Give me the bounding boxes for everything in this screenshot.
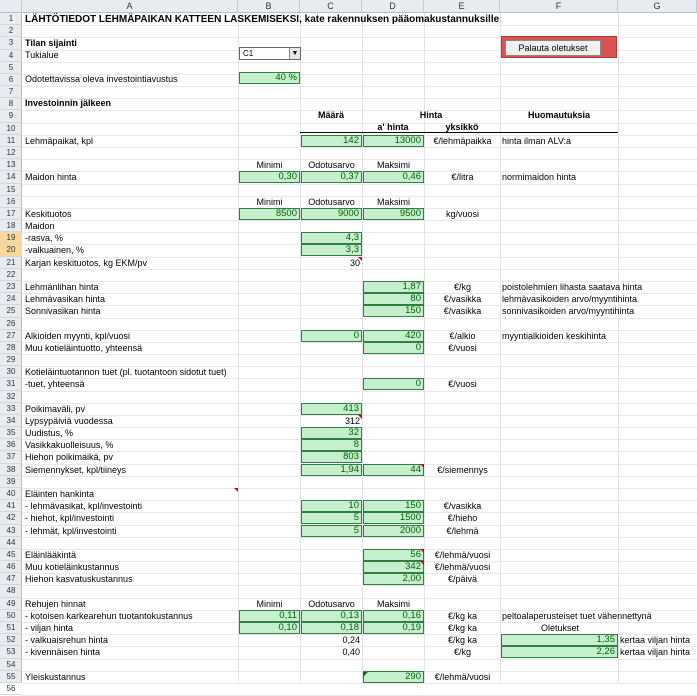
input-46d[interactable]: 342: [363, 561, 424, 573]
row-header-14[interactable]: 14: [0, 171, 22, 183]
row-label-31: -tuet, yhteensä: [25, 379, 85, 390]
input-14b[interactable]: 0,30: [239, 171, 300, 183]
input-41d[interactable]: 150: [363, 500, 424, 512]
row-label-53: - kivennäisen hinta: [25, 647, 101, 658]
input-45d[interactable]: 56: [363, 549, 424, 561]
row-header-2[interactable]: 2: [0, 25, 22, 37]
input-14d[interactable]: 0,46: [363, 171, 424, 183]
input-36c[interactable]: 8: [301, 439, 362, 451]
default-input-53[interactable]: 2,26: [501, 646, 618, 658]
comment-marker-icon: [420, 464, 424, 468]
row-header-46[interactable]: 46: [0, 561, 22, 573]
input-51d[interactable]: 0,19: [363, 622, 424, 634]
header-a-hinta: a' hinta: [377, 122, 409, 132]
row-label-25: Sonnivasikan hinta: [25, 306, 101, 317]
column-header-e[interactable]: E: [424, 0, 500, 13]
column-header-c[interactable]: C: [300, 0, 362, 13]
input-17b[interactable]: 8500: [239, 208, 300, 220]
input-51b[interactable]: 0,10: [239, 622, 300, 634]
row-header-10[interactable]: 10: [0, 123, 22, 135]
value-52c: 0,24: [342, 635, 360, 646]
input-38c[interactable]: 1,94: [301, 464, 362, 476]
row-header-19[interactable]: 19: [0, 232, 22, 244]
formula-warning-icon: [363, 672, 368, 677]
row-header-32[interactable]: 32: [0, 391, 22, 403]
column-header-d[interactable]: D: [362, 0, 424, 13]
unit-41: €/vasikka: [443, 501, 482, 512]
default-input-52[interactable]: 1,35: [501, 634, 618, 646]
unit-45: €/lehmä/vuosi: [434, 549, 491, 560]
input-41c[interactable]: 10: [301, 500, 362, 512]
row-header-35[interactable]: 35: [0, 427, 22, 439]
input-28d[interactable]: 0: [363, 342, 424, 354]
row-header-53[interactable]: 53: [0, 646, 22, 658]
input-27c[interactable]: 0: [301, 330, 362, 342]
multiplier-note-52: kertaa viljan hinta: [620, 635, 691, 646]
header-odotusarvo-49: Odotusarvo: [308, 598, 355, 609]
chevron-down-icon[interactable]: ▼: [289, 48, 300, 59]
unit-43: €/lehmä: [446, 525, 479, 536]
row-header-41[interactable]: 41: [0, 500, 22, 512]
input-35c[interactable]: 32: [301, 427, 362, 439]
row-header-27[interactable]: 27: [0, 330, 22, 342]
unit-11: €/lehmäpaikka: [433, 135, 492, 146]
input-19c[interactable]: 4,3: [301, 232, 362, 244]
row-label-11: Lehmäpaikat, kpl: [25, 135, 94, 146]
sheet-title: LÄHTÖTIEDOT LEHMÄPAIKAN KATTEEN LASKEMISEKSI, kate rakennuksen pääomakustannuksille: [25, 14, 500, 25]
row-label-43: - lehmät, kpl/investointi: [25, 525, 117, 536]
row-header-15[interactable]: 15: [0, 184, 22, 196]
unit-46: €/lehmä/vuosi: [434, 562, 491, 573]
row-header-34[interactable]: 34: [0, 415, 22, 427]
row-header-3[interactable]: 3: [0, 37, 22, 49]
location-header: Tilan sijainti: [25, 38, 77, 48]
input-42d[interactable]: 1500: [363, 512, 424, 524]
note-14: normimaidon hinta: [502, 172, 577, 183]
area-label: Tukialue: [25, 50, 59, 60]
note-11: hinta ilman ALV:a: [502, 135, 572, 146]
header-hinta: Hinta: [419, 110, 443, 120]
row-label-46: Muu kotieläinkustannus: [25, 562, 120, 573]
note-25: sonnivasikoiden arvo/myyntihinta: [502, 306, 635, 317]
unit-55: €/lehmä/vuosi: [434, 671, 491, 682]
row-header-39[interactable]: 39: [0, 476, 22, 488]
row-header-8[interactable]: 8: [0, 98, 22, 110]
row-label-35: Uudistus, %: [25, 428, 74, 439]
row-label-30: Kotieläintuotannon tuet (pl. tuotantoon sidotut tuet): [25, 367, 227, 378]
row-header-30[interactable]: 30: [0, 366, 22, 378]
header-odotusarvo-16: Odotusarvo: [308, 196, 355, 207]
row-label-17: Keskituotos: [25, 208, 72, 219]
row-label-14: Maidon hinta: [25, 172, 77, 183]
column-header-f[interactable]: F: [500, 0, 618, 13]
row-header-16[interactable]: 16: [0, 196, 22, 208]
row-header-4[interactable]: 4: [0, 50, 22, 62]
row-label-47: Hiehon kasvatuskustannus: [25, 574, 133, 585]
row-header-21[interactable]: 21: [0, 257, 22, 269]
note-23: poistolehmien lihasta saatava hinta: [502, 281, 643, 292]
multiplier-note-53: kertaa viljan hinta: [620, 647, 691, 658]
reset-button-frame: [501, 36, 617, 58]
row-header-56[interactable]: 56: [0, 683, 22, 695]
input-25d[interactable]: 150: [363, 305, 424, 317]
unit-42: €/hieho: [447, 513, 478, 524]
input-47d[interactable]: 2,00: [363, 573, 424, 585]
row-header-33[interactable]: 33: [0, 403, 22, 415]
row-label-40: Eläinten hankinta: [25, 489, 95, 500]
input-43c[interactable]: 5: [301, 525, 362, 537]
row-label-33: Poikimaväli, pv: [25, 403, 86, 414]
row-label-49: Rehujen hinnat: [25, 598, 86, 609]
row-label-51: - viljan hinta: [25, 623, 74, 633]
header-minimi-13: Minimi: [256, 160, 283, 171]
row-header-20[interactable]: 20: [0, 244, 22, 256]
row-label-50: - kotoisen karkearehun tuotantokustannus: [25, 610, 193, 621]
column-header-a[interactable]: A: [22, 0, 238, 13]
value-53c: 0,40: [342, 647, 360, 658]
header-odotusarvo-13: Odotusarvo: [308, 160, 355, 171]
input-55d[interactable]: 290: [363, 671, 424, 683]
note-50: peltoalaperusteiset tuet vähennettynä: [502, 610, 652, 621]
row-label-55: Yleiskustannus: [25, 671, 86, 682]
unit-53: €/kg: [453, 647, 471, 658]
row-label-28: Muu kotieläintuotto, yhteensä: [25, 342, 143, 353]
input-50b[interactable]: 0,11: [239, 610, 300, 622]
input-11c[interactable]: 142: [301, 135, 362, 147]
unit-14: €/litra: [451, 172, 474, 183]
input-37c[interactable]: 803: [301, 451, 362, 463]
row-header-23[interactable]: 23: [0, 281, 22, 293]
row-label-45: Eläinlääkintä: [25, 549, 77, 560]
row-label-18: Maidon: [25, 221, 55, 232]
row-header-13[interactable]: 13: [0, 159, 22, 171]
row-header-5[interactable]: 5: [0, 62, 22, 74]
input-50c[interactable]: 0,13: [301, 610, 362, 622]
unit-27: €/alkio: [449, 330, 476, 341]
row-header-38[interactable]: 38: [0, 464, 22, 476]
comment-marker-icon: [234, 488, 238, 492]
subsidy-label: Odotettavissa oleva investointiavustus: [25, 74, 178, 84]
area-dropdown-value: C1: [243, 49, 254, 58]
row-header-47[interactable]: 47: [0, 573, 22, 585]
header-maksimi-16: Maksimi: [377, 196, 410, 207]
row-header-9[interactable]: 9: [0, 110, 22, 122]
comment-marker-icon: [358, 257, 362, 261]
value-34c: 312: [344, 415, 360, 426]
unit-23: €/kg: [453, 281, 471, 292]
input-17d[interactable]: 9500: [363, 208, 424, 220]
reset-defaults-button[interactable]: Palauta oletukset: [505, 40, 601, 56]
row-header-50[interactable]: 50: [0, 610, 22, 622]
row-label-27: Alkioiden myynti, kpl/vuosi: [25, 330, 131, 341]
note-27: myyntialkioiden keskihinta: [502, 330, 607, 341]
row-header-22[interactable]: 22: [0, 269, 22, 281]
header-minimi-16: Minimi: [256, 196, 283, 207]
row-header-26[interactable]: 26: [0, 318, 22, 330]
unit-47: €/päivä: [447, 574, 478, 585]
row-header-29[interactable]: 29: [0, 354, 22, 366]
row-label-19: -rasva, %: [25, 233, 64, 244]
row-header-24[interactable]: 24: [0, 293, 22, 305]
input-17c[interactable]: 9000: [301, 208, 362, 220]
input-33c[interactable]: 413: [301, 403, 362, 415]
select-all-corner[interactable]: [0, 0, 22, 13]
comment-marker-icon: [420, 561, 424, 565]
row-header-55[interactable]: 55: [0, 671, 22, 683]
row-label-38: Siemennykset, kpl/tiineys: [25, 464, 127, 475]
input-27d[interactable]: 420: [363, 330, 424, 342]
unit-24: €/vasikka: [443, 294, 482, 305]
row-label-52: - valkuaisrehun hinta: [25, 635, 109, 646]
row-header-42[interactable]: 42: [0, 512, 22, 524]
column-header-g[interactable]: G: [618, 0, 697, 13]
row-label-20: -valkuainen, %: [25, 245, 85, 256]
row-header-51[interactable]: 51: [0, 622, 22, 634]
input-11d[interactable]: 13000: [363, 135, 424, 147]
header-yksikko: yksikkö: [445, 122, 479, 132]
input-20c[interactable]: 3,3: [301, 244, 362, 256]
row-header-48[interactable]: 48: [0, 585, 22, 597]
row-header-28[interactable]: 28: [0, 342, 22, 354]
input-50d[interactable]: 0,16: [363, 610, 424, 622]
row-header-11[interactable]: 11: [0, 135, 22, 147]
input-14c[interactable]: 0,37: [301, 171, 362, 183]
row-header-6[interactable]: 6: [0, 74, 22, 86]
input-51c[interactable]: 0,18: [301, 622, 362, 634]
row-header-36[interactable]: 36: [0, 439, 22, 451]
row-header-18[interactable]: 18: [0, 220, 22, 232]
row-label-36: Vasikkakuolleisuus, %: [25, 440, 114, 451]
row-label-24: Lehmävasikan hinta: [25, 294, 106, 305]
note-24: lehmävasikoiden arvo/myyntihinta: [502, 294, 638, 305]
row-header-54[interactable]: 54: [0, 659, 22, 671]
row-label-21: Karjan keskituotos, kg EKM/pv: [25, 257, 148, 268]
comment-marker-icon: [420, 549, 424, 553]
header-oletukset: Oletukset: [540, 623, 580, 633]
area-dropdown[interactable]: [239, 47, 301, 60]
input-23d[interactable]: 1,87: [363, 281, 424, 293]
row-header-17[interactable]: 17: [0, 208, 22, 220]
row-header-37[interactable]: 37: [0, 451, 22, 463]
row-label-23: Lehmänlihan hinta: [25, 281, 99, 292]
input-38d[interactable]: 44: [363, 464, 424, 476]
column-header-b[interactable]: B: [238, 0, 300, 13]
subsidy-input[interactable]: 40 %: [239, 72, 300, 84]
row-header-49[interactable]: 49: [0, 598, 22, 610]
value-21c: 30: [349, 257, 360, 268]
row-label-42: - hiehot, kpl/investointi: [25, 513, 115, 524]
row-header-43[interactable]: 43: [0, 525, 22, 537]
header-minimi-49: Minimi: [256, 598, 283, 609]
header-maksimi-49: Maksimi: [377, 598, 410, 609]
unit-31: €/vuosi: [448, 379, 477, 390]
unit-25: €/vasikka: [443, 306, 482, 317]
row-header-bar: [0, 13, 22, 693]
header-huomautuksia: Huomautuksia: [527, 110, 590, 120]
row-header-25[interactable]: 25: [0, 305, 22, 317]
input-42c[interactable]: 5: [301, 512, 362, 524]
row-label-34: Lypsypäiviä vuodessa: [25, 415, 113, 426]
column-header-bar: [0, 0, 697, 13]
row-header-40[interactable]: 40: [0, 488, 22, 500]
row-label-41: - lehmävasikat, kpl/investointi: [25, 501, 143, 512]
row-header-1[interactable]: 1: [0, 13, 22, 25]
input-43d[interactable]: 2000: [363, 525, 424, 537]
row-header-44[interactable]: 44: [0, 537, 22, 549]
row-header-52[interactable]: 52: [0, 634, 22, 646]
row-label-37: Hiehon poikimaikä, pv: [25, 452, 114, 463]
input-31d[interactable]: 0: [363, 378, 424, 390]
row-header-31[interactable]: 31: [0, 378, 22, 390]
comment-marker-icon: [358, 415, 362, 419]
header-maksimi-13: Maksimi: [377, 160, 410, 171]
input-24d[interactable]: 80: [363, 293, 424, 305]
unit-52: €/kg ka: [447, 635, 478, 646]
unit-51: €/kg ka: [447, 623, 478, 633]
header-maara: Määrä: [317, 110, 344, 120]
unit-28: €/vuosi: [448, 342, 477, 353]
after-investment-header: Investoinnin jälkeen: [25, 98, 112, 108]
row-header-7[interactable]: 7: [0, 86, 22, 98]
unit-50: €/kg ka: [447, 610, 478, 621]
unit-17: kg/vuosi: [445, 208, 480, 219]
unit-38: €/siemennys: [437, 464, 488, 475]
row-header-12[interactable]: 12: [0, 147, 22, 159]
row-header-45[interactable]: 45: [0, 549, 22, 561]
